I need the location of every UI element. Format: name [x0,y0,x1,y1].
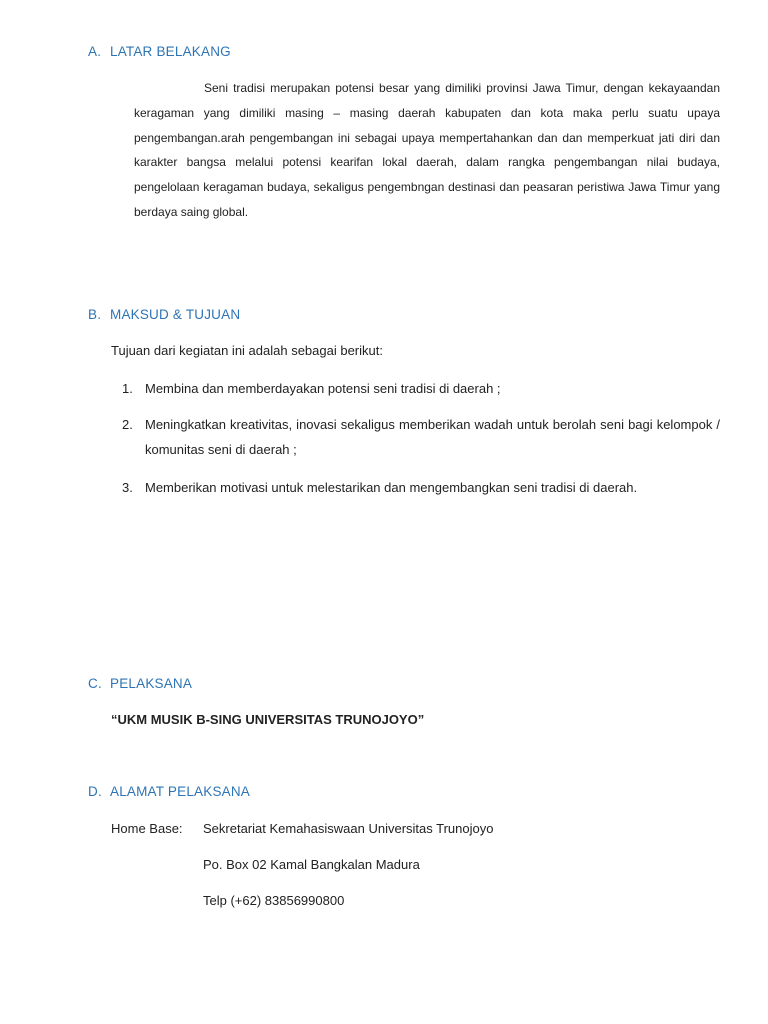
section-d-title: ALAMAT PELAKSANA [110,784,251,799]
section-c-title: PELAKSANA [110,676,193,691]
address-line: Po. Box 02 Kamal Bangkalan Madura [203,857,420,872]
section-b-intro: Tujuan dari kegiatan ini adalah sebagai berikut: [111,343,383,358]
organizer-name: “UKM MUSIK B-SING UNIVERSITAS TRUNOJOYO” [111,712,425,727]
list-item-number: 3. [122,480,133,495]
section-d-heading [88,784,250,799]
list-item [122,376,720,401]
list-item-number: 1. [122,381,133,396]
section-b-title: MAKSUD & TUJUAN [110,307,241,322]
section-a-letter: A. [88,44,102,59]
list-item [122,412,720,462]
section-c-heading [88,676,192,691]
home-base-label: Home Base: [111,821,183,836]
list-item [122,475,720,500]
address-line: Sekretariat Kemahasiswaan Universitas Trunojoyo [203,821,494,836]
section-c-letter: C. [88,676,102,691]
section-b-heading [88,307,240,322]
section-a-heading [88,44,231,59]
section-b-letter: B. [88,307,102,322]
list-item-text: Memberikan motivasi untuk melestarikan dan mengembangkan seni tradisi di daerah. [145,480,638,495]
list-item-text: Membina dan memberdayakan potensi seni tradisi di daerah ; [145,381,501,396]
phone-line: Telp (+62) 83856990800 [203,893,345,908]
section-d-letter: D. [88,784,102,799]
list-item-number: 2. [122,417,133,432]
section-a-paragraph-text: Seni tradisi merupakan potensi besar yang dimiliki provinsi Jawa Timur, dengan kekayaandan keragaman yang dimiliki masing – masing daerah kabupaten dan kota maka perlu suatu upaya pengembangan.arah pengembangan ini sebagai upaya mempertahankan dan dan memperkuat jati diri dan karakter bangsa melalui potensi kearifan lokal daerah, dalam rangka pengembangan nilai budaya, pengelolaan keragaman budaya, sekaligus pengembngan destinasi dan peasaran peristiwa Jawa Timur yang berdaya saing global. [134,81,720,219]
section-a-paragraph [134,76,720,225]
section-a-title: LATAR BELAKANG [110,44,231,59]
list-item-text: Meningkatkan kreativitas, inovasi sekaligus memberikan wadah untuk berolah seni bagi kelompok / komunitas seni di daerah ; [145,417,720,457]
